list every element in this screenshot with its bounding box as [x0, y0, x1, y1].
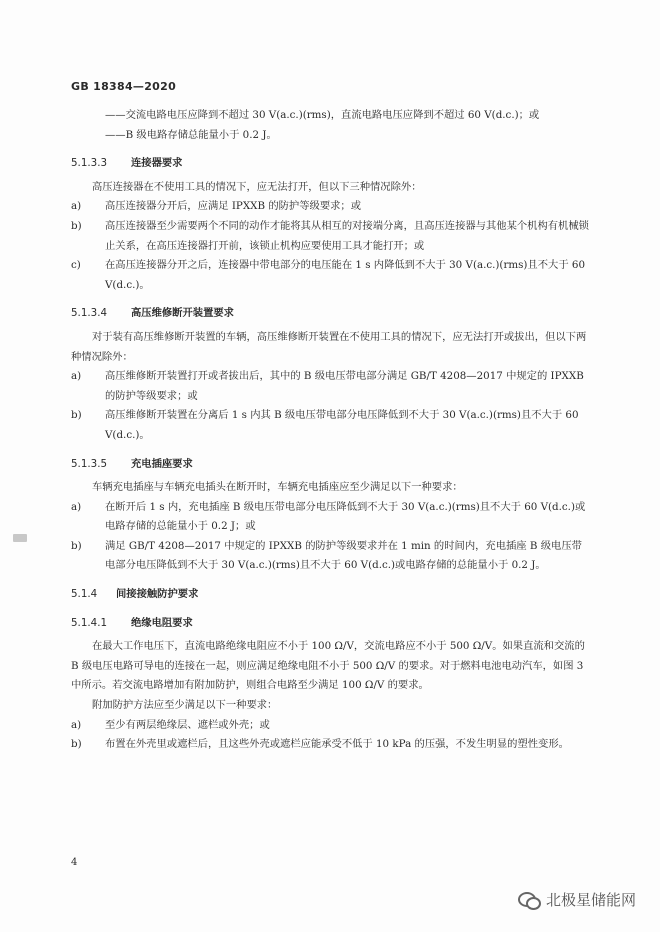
- standard-number: GB 18384—2020: [71, 80, 177, 93]
- paragraph: 高压连接器在不使用工具的情况下，应无法打开，但以下三种情况除外：: [92, 180, 422, 193]
- list-item: [71, 735, 591, 755]
- list-item-marker: b): [71, 219, 82, 232]
- section-title: 间接接触防护要求: [116, 588, 199, 601]
- paragraph: 车辆充电插座与车辆充电插头在断开时，车辆充电插座应至少满足以下一种要求：: [92, 481, 463, 494]
- list-item-marker: a): [71, 200, 82, 213]
- section-number: 5.1.3.4: [71, 307, 108, 320]
- dash-item: ——B 级电路存储总能量小于 0.2 J。: [105, 128, 277, 141]
- list-item-text: 高压维修断开装置在分离后 1 s 内其 B 级电压带电部分电压降低到不大于 30 V(a.c.)(rms)且不大于 60 V(d.c.)。: [105, 409, 579, 441]
- section-number: 5.1.4.1: [71, 616, 108, 629]
- list-item-text: 在高压连接器分开之后，连接器中带电部分的电压能在 1 s 内降低到不大于 30 V(a.c.)(rms)且不大于 60 V(d.c.)。: [105, 259, 585, 291]
- document-body: [71, 106, 591, 755]
- paragraph: 在最大工作电压下，直流电路绝缘电阻应不小于 100 Ω/V，交流电路应不小于 500 Ω/V。如果直流和交流的 B 级电压电路可导电的连接在一起，则应满足绝缘电阻不小于 500 Ω/V 的要求。对于燃料电池电动汽车，如图 3 中所示。若交流电路增加有附加防护，则组合电路至少满足 100 Ω/V 的要求。: [71, 640, 585, 692]
- wechat-icon: [518, 891, 540, 909]
- list-item-marker: a): [71, 500, 82, 513]
- list-item: [71, 367, 591, 406]
- list-item-text: 高压连接器至少需要两个不同的动作才能将其从相互的对接端分离，且高压连接器与其他某个机构有机械锁止关系，在高压连接器打开前，该锁止机构应要使用工具才能打开；或: [105, 219, 589, 252]
- section-heading: [71, 585, 591, 605]
- paragraph: 对于装有高压维修断开装置的车辆，高压维修断开装置在不使用工具的情况下，应无法打开或拔出，但以下两种情况除外：: [71, 330, 587, 363]
- list-item-text: 至少有两层绝缘层、遮栏或外壳；或: [105, 718, 270, 731]
- list-item-text: 高压连接器分开后，应满足 IPXXB 的防护等级要求；或: [105, 200, 362, 213]
- paragraph: 附加防护方法应至少满足以下一种要求：: [92, 699, 278, 712]
- list-item-marker: b): [71, 738, 82, 751]
- list-item-text: 高压维修断开装置打开或者拔出后，其中的 B 级电压带电部分满足 GB/T 4208—2017 中规定的 IPXXB 的防护等级要求；或: [105, 370, 584, 402]
- list-item: [71, 716, 591, 736]
- section-heading: [71, 455, 591, 475]
- section-heading: [71, 614, 591, 634]
- list-item: [71, 537, 591, 576]
- section-number: 5.1.3.5: [71, 457, 108, 470]
- list-item-marker: a): [71, 370, 82, 383]
- watermark: [518, 889, 636, 910]
- list-item-marker: c): [71, 259, 81, 272]
- section-title: 绝缘电阻要求: [131, 616, 193, 629]
- list-item-text: 在断开后 1 s 内，充电插座 B 级电压带电部分电压降低到不大于 30 V(a.c.)(rms)且不大于 60 V(d.c.)或电路存储的总能量小于 0.2 J；或: [105, 500, 586, 533]
- section-number: 5.1.3.3: [71, 157, 108, 170]
- list-item-marker: b): [71, 539, 82, 552]
- section-heading: [71, 154, 591, 174]
- section-number: 5.1.4: [71, 588, 98, 601]
- section-title: 充电插座要求: [131, 457, 193, 470]
- watermark-text: 北极星储能网: [545, 891, 636, 909]
- section-title: 高压维修断开装置要求: [131, 307, 234, 320]
- list-item-text: 布置在外壳里或遮栏后，且这些外壳或遮栏应能承受不低于 10 kPa 的压强，不发生明显的塑性变形。: [105, 738, 569, 751]
- list-item-text: 满足 GB/T 4208—2017 中规定的 IPXXB 的防护等级要求并在 1 min 的时间内，充电插座 B 级电压带电部分电压降低到不大于 30 V(a.c.)(rms)且不大于 60 V(d.c.)或电路存储的总能量小于 0.2 J。: [105, 539, 582, 572]
- page-number: 4: [71, 857, 78, 868]
- section-title: 连接器要求: [131, 157, 183, 170]
- list-item: [71, 217, 591, 256]
- binding-mark: [13, 534, 27, 542]
- list-item-marker: a): [71, 718, 82, 731]
- list-item-marker: b): [71, 409, 82, 422]
- list-item: [71, 406, 591, 445]
- dash-item: ——交流电路电压应降到不超过 30 V(a.c.)(rms)，直流电路电压应降到不超过 60 V(d.c.)；或: [105, 109, 540, 121]
- list-item: [71, 197, 591, 217]
- list-item: [71, 498, 591, 537]
- list-item: [71, 256, 591, 295]
- section-heading: [71, 304, 591, 324]
